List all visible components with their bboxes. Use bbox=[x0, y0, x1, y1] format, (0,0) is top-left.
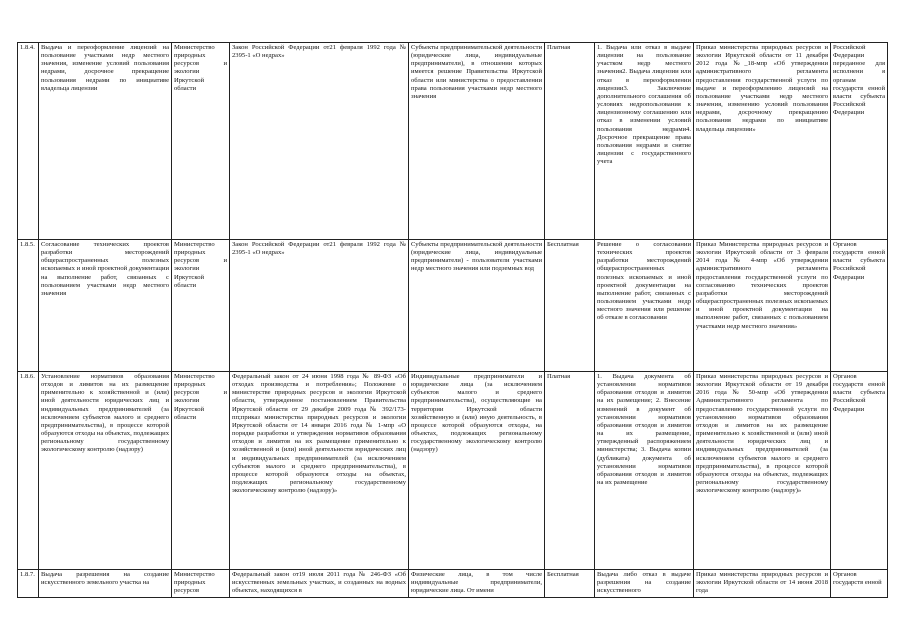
service-name-cell: Установление нормативов образования отходов и лимитов на их размещение применительно к хозяйственной и (или) иной деятельности юридических лиц и индивидуальных предпринимателей (за исключением субъектов малого и среднего предпринимательства), в процессе которой образуются отходы на объектах, подлежащих региональному государственному экологическому контролю (надзору) bbox=[39, 372, 172, 570]
legal-basis-cell: Закон Российской Федерации от21 февраля 1992 года № 2395-1 «О недрах» bbox=[230, 43, 409, 240]
powers-cell: Органов государств енной власти субъекта Российской Федерации bbox=[831, 240, 888, 372]
recipients-cell: Субъекты предпринимательской деятельности (юридические лица, индивидуальные предприниматели) - пользователи участками недр местного значения или подземных вод bbox=[409, 240, 545, 372]
legal-basis-cell: Федеральный закон от 24 июня 1998 года № 89-ФЗ «Об отходах производства и потребления»; Положение о министерстве природных ресурсов и экологии Иркутской области, утвержденное постановлением Правительства Иркутской области от 29 декабря 2009 года № 392/173-пп;приказ министерства природных ресурсов и экологии Иркутской области от 14 января 2016 года № 1-мпр «О порядке разработки и утверждения нормативов образования отходов и лимитов на их размещение применительно к хозяйственной и (или) иной деятельности юридических лиц и индивидуальных предпринимателей (за исключением субъектов малого и среднего предпринимательства), в процессе которой образуются отходы на объектах, подлежащих региональному государственному экологическому контролю (надзору)» bbox=[230, 372, 409, 570]
regulation-cell: Приказ Министерства природных ресурсов и экологии Иркутской области от 3 февраля 2014 года № 4-мпр «Об утверждении административного регламента предоставления государственной услуги по согласованию технических проектов разработки месторождений общераспространенных полезных ископаемых и иной проектной документации на выполнение работ, связанных с пользованием участками недр местного значения» bbox=[694, 240, 831, 372]
service-name-cell: Согласование технических проектов разработки месторождений общераспространенных полезных ископаемых и иной проектной документации на выполнение работ, связанных с пользованием участками недр местного значения bbox=[39, 240, 172, 372]
regulation-cell: Приказ министерства природных ресурсов и экологии Иркутской области от 14 июня 2018 года bbox=[694, 570, 831, 598]
fee-cell: Платная bbox=[545, 372, 595, 570]
regulation-cell: Приказ министерства природных ресурсов и экологии Иркутской области от 19 декабря 2016 года № 50-мпр «Об утверждении Административного регламента по предоставлению государственной услуги по установлению нормативов образования отходов и лимитов на их размещение применительно к хозяйственной и (или) иной деятельности юридических лиц и индивидуальных предпринимателей (за исключением субъектов малого и среднего предпринимательства), в процессе которой образуются отходы на объектах, подлежащих региональному государственному экологическому контролю (надзору)» bbox=[694, 372, 831, 570]
row-number: 1.8.4. bbox=[18, 43, 39, 240]
recipients-cell: Индивидуальные предприниматели и юридические лица (за исключением субъектов малого и среднего предпринимательства), осуществляющие на территории Иркутской области хозяйственную и (или) иную деятельность, в процессе которой образуются отходы, на объектах, подлежащих региональному государственному экологическому контролю (надзору) bbox=[409, 372, 545, 570]
powers-cell: Органов государств енной власти субъекта Российской Федерации bbox=[831, 372, 888, 570]
row-number: 1.8.6. bbox=[18, 372, 39, 570]
legal-basis-cell: Закон Российской Федерации от21 февраля 1992 года № 2395-1 «О недрах» bbox=[230, 240, 409, 372]
result-cell: 1. Выдача или отказ в выдаче лицензии на пользование участком недр местного значения2. Выдача лицензии или отказ в переоформлении лицензии3. Заключение дополнительного соглашения об условиях недропользования к лицензионному соглашению или отказ в изменении условий пользования недрами4. Досрочное прекращение права пользования недрами и снятие лицензии с государственного учета bbox=[595, 43, 694, 240]
authority-cell: Министерство природных ресурсов и экологии Иркутской области bbox=[172, 43, 230, 240]
authority-cell: Министерство природных ресурсов и экологии Иркутской области bbox=[172, 372, 230, 570]
fee-cell: Бесплатная bbox=[545, 240, 595, 372]
regulation-cell: Приказ министерства природных ресурсов и экологии Иркутской области от 11 декабря 2012 года №_18-мпр «Об утверждении административного регламента предоставления государственной услуги по выдаче и переоформлению лицензий на пользование участками недр местного значения, изменению условий пользования недрами, досрочному прекращению пользования недрами по инициативе владельца лицензии» bbox=[694, 43, 831, 240]
authority-cell: Министерство природных ресурсов bbox=[172, 570, 230, 598]
table-row bbox=[18, 570, 888, 598]
powers-cell: Российской Федерации переданное для исполнени я органам государств енной власти субъекта Российской Федерации bbox=[831, 43, 888, 240]
service-name-cell: Выдача разрешения на создание искусственного земельного участка на bbox=[39, 570, 172, 598]
table-row bbox=[18, 43, 888, 240]
recipients-cell: Физические лица, в том числе индивидуальные предприниматели, юридические лица. От имени bbox=[409, 570, 545, 598]
services-register-table bbox=[17, 42, 888, 598]
table-row bbox=[18, 240, 888, 372]
recipients-cell: Субъекты предпринимательской деятельности (юридические лица, индивидуальные предприниматели), в отношении которых имеется решение Правительства Иркутской области или министерства о предоставлении права пользования участками недр местного значения bbox=[409, 43, 545, 240]
result-cell: 1. Выдача документа об установлении нормативов образования отходов и лимитов на их размещение; 2. Внесение изменений в документ об установлении нормативов образования отходов и лимитов на их размещение, утвержденный распоряжением министерства; 3. Выдача копии (дубликата) документа об установлении нормативов образования отходов и лимитов на их размещение bbox=[595, 372, 694, 570]
result-cell: Решение о согласовании технических проектов разработки месторождений общераспространенных полезных ископаемых и иной проектной документации на выполнение работ, связанных с пользованием участками недр местного значения или решение об отказе в согласовании bbox=[595, 240, 694, 372]
fee-cell: Платная bbox=[545, 43, 595, 240]
authority-cell: Министерство природных ресурсов и экологии Иркутской области bbox=[172, 240, 230, 372]
row-number: 1.8.5. bbox=[18, 240, 39, 372]
row-number: 1.8.7. bbox=[18, 570, 39, 598]
powers-cell: Органов государств енной bbox=[831, 570, 888, 598]
legal-basis-cell: Федеральный закон от19 июля 2011 года № 246-ФЗ «Об искусственных земельных участках, и созданных на водных объектах, находящихся в bbox=[230, 570, 409, 598]
table-row bbox=[18, 372, 888, 570]
service-name-cell: Выдача и переоформление лицензий на пользование участками недр местного значения, изменение условий пользования недрами, досрочное прекращение пользования недрами по инициативе владельца лицензии bbox=[39, 43, 172, 240]
result-cell: Выдача либо отказ в выдаче разрешения на создание искусственного bbox=[595, 570, 694, 598]
fee-cell: Бесплатная bbox=[545, 570, 595, 598]
